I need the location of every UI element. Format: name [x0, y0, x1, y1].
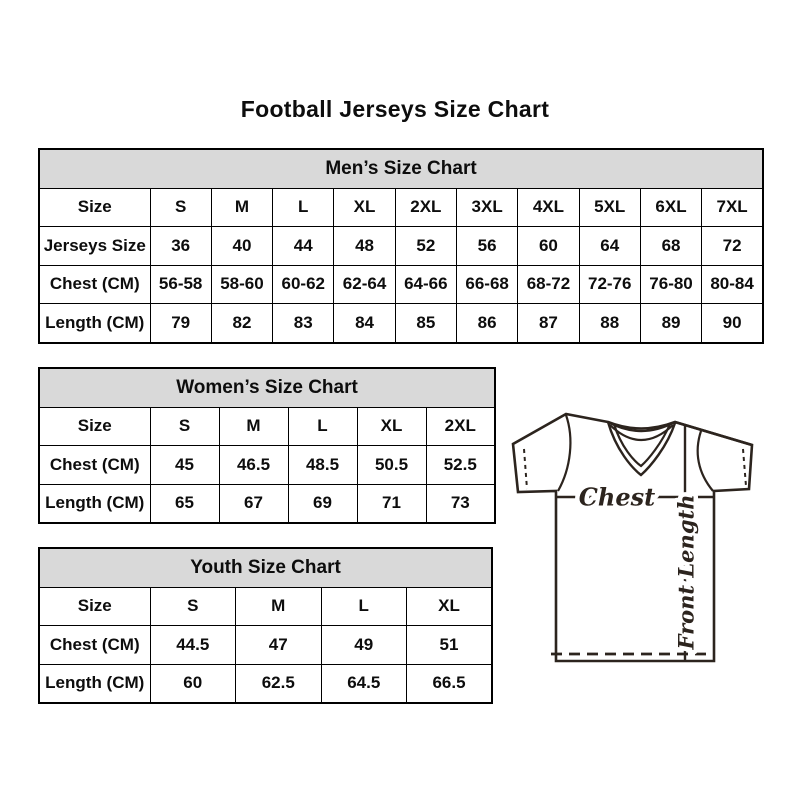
table-cell: 64-66 — [395, 265, 456, 304]
table-cell: 71 — [357, 484, 426, 523]
table-cell: 87 — [518, 304, 579, 343]
table-cell: 62.5 — [236, 664, 322, 703]
page-title: Football Jerseys Size Chart — [240, 96, 550, 122]
table-header-row — [39, 548, 492, 587]
sleeve-seam-left — [558, 415, 570, 491]
table-row — [39, 407, 495, 446]
womens-size-table — [38, 367, 496, 524]
table-cell: 68 — [640, 227, 701, 266]
table-cell: 60 — [150, 664, 236, 703]
womens-table-title: Women’s Size Chart — [39, 368, 495, 407]
row-label: Length (CM) — [39, 664, 150, 703]
row-label: Size — [39, 188, 150, 227]
table-cell: 86 — [456, 304, 517, 343]
table-cell: L — [288, 407, 357, 446]
table-cell: 49 — [321, 626, 407, 665]
table-cell: 7XL — [702, 188, 763, 227]
table-header-row — [39, 149, 763, 188]
table-cell: 36 — [150, 227, 211, 266]
table-cell: 51 — [407, 626, 493, 665]
table-cell: 50.5 — [357, 446, 426, 485]
row-label: Length (CM) — [39, 304, 150, 343]
table-cell: 85 — [395, 304, 456, 343]
table-cell: 66.5 — [407, 664, 493, 703]
table-cell: 48.5 — [288, 446, 357, 485]
row-label: Jerseys Size — [39, 227, 150, 266]
table-cell: S — [150, 188, 211, 227]
table-cell: 52 — [395, 227, 456, 266]
table-cell: 5XL — [579, 188, 640, 227]
table-cell: 83 — [273, 304, 334, 343]
table-cell: M — [219, 407, 288, 446]
table-cell: XL — [334, 188, 395, 227]
table-cell: XL — [407, 587, 493, 626]
table-cell: 72-76 — [579, 265, 640, 304]
table-row — [39, 587, 492, 626]
table-row — [39, 446, 495, 485]
table-cell: 60 — [518, 227, 579, 266]
table-cell: 40 — [211, 227, 272, 266]
youth-table-title: Youth Size Chart — [39, 548, 492, 587]
table-row — [39, 265, 763, 304]
table-row — [39, 664, 492, 703]
table-cell: XL — [357, 407, 426, 446]
chest-label: Chest — [578, 482, 656, 512]
cuff-dashed-line-right — [743, 449, 746, 486]
table-row — [39, 188, 763, 227]
sleeve-seam-right — [698, 431, 713, 491]
table-cell: 56 — [456, 227, 517, 266]
table-cell: S — [150, 587, 236, 626]
front-length-label: Front Length — [673, 494, 699, 650]
table-cell: 79 — [150, 304, 211, 343]
table-cell: 64 — [579, 227, 640, 266]
table-cell: 80-84 — [702, 265, 763, 304]
row-label: Chest (CM) — [39, 446, 150, 485]
table-cell: 66-68 — [456, 265, 517, 304]
table-row — [39, 626, 492, 665]
table-cell: 2XL — [395, 188, 456, 227]
table-cell: 60-62 — [273, 265, 334, 304]
shoulder-line-right — [675, 422, 752, 445]
row-label: Chest (CM) — [39, 626, 150, 665]
table-cell: 2XL — [426, 407, 495, 446]
table-cell: 69 — [288, 484, 357, 523]
mens-table-title: Men’s Size Chart — [39, 149, 763, 188]
table-cell: 4XL — [518, 188, 579, 227]
table-cell: 62-64 — [334, 265, 395, 304]
row-label: Size — [39, 407, 150, 446]
table-cell: 64.5 — [321, 664, 407, 703]
table-cell: 56-58 — [150, 265, 211, 304]
cuff-dashed-line-left — [524, 449, 527, 489]
table-cell: 84 — [334, 304, 395, 343]
table-cell: 46.5 — [219, 446, 288, 485]
table-row — [39, 304, 763, 343]
jersey-diagram — [498, 403, 774, 679]
table-row — [39, 227, 763, 266]
table-cell: 47 — [236, 626, 322, 665]
table-cell: 48 — [334, 227, 395, 266]
table-cell: 6XL — [640, 188, 701, 227]
row-label: Length (CM) — [39, 484, 150, 523]
table-cell: 90 — [702, 304, 763, 343]
table-cell: L — [321, 587, 407, 626]
jersey-outline-path — [513, 414, 752, 661]
table-cell: 72 — [702, 227, 763, 266]
table-cell: 65 — [150, 484, 219, 523]
table-cell: 58-60 — [211, 265, 272, 304]
table-cell: 3XL — [456, 188, 517, 227]
row-label: Size — [39, 587, 150, 626]
table-header-row — [39, 368, 495, 407]
table-cell: 45 — [150, 446, 219, 485]
youth-size-table — [38, 547, 493, 704]
table-cell: L — [273, 188, 334, 227]
table-cell: 44 — [273, 227, 334, 266]
row-label: Chest (CM) — [39, 265, 150, 304]
table-cell: M — [211, 188, 272, 227]
mens-size-table — [38, 148, 764, 344]
table-cell: S — [150, 407, 219, 446]
table-row — [39, 484, 495, 523]
table-cell: 52.5 — [426, 446, 495, 485]
table-cell: 76-80 — [640, 265, 701, 304]
table-cell: 73 — [426, 484, 495, 523]
table-cell: 89 — [640, 304, 701, 343]
table-cell: 82 — [211, 304, 272, 343]
table-cell: 68-72 — [518, 265, 579, 304]
table-cell: 88 — [579, 304, 640, 343]
table-cell: 44.5 — [150, 626, 236, 665]
table-cell: M — [236, 587, 322, 626]
table-cell: 67 — [219, 484, 288, 523]
